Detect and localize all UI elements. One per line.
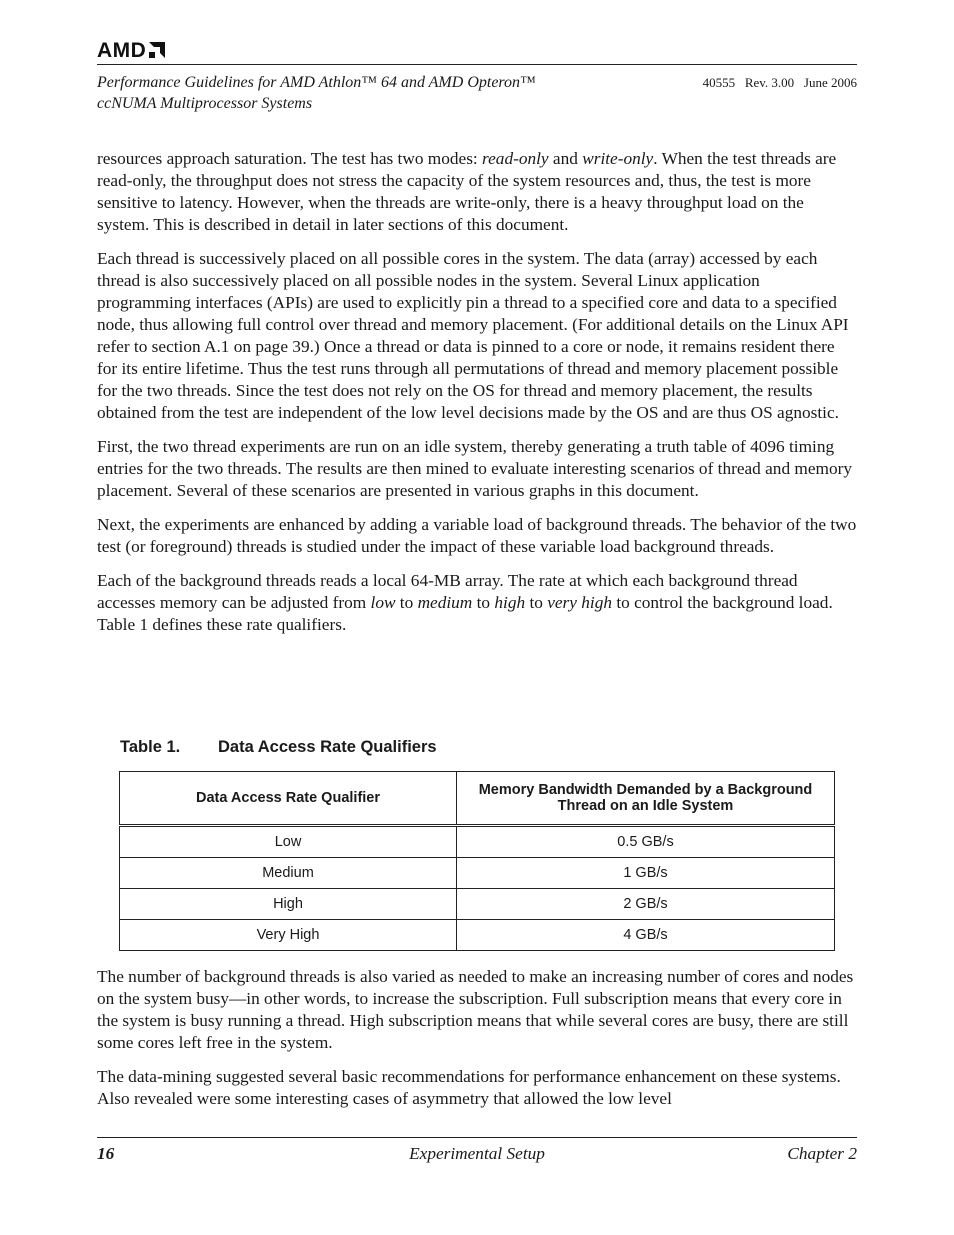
logo-text: AMD — [97, 39, 147, 62]
table-caption — [120, 738, 437, 757]
document-meta: 40555 Rev. 3.00 June 2006 — [702, 75, 857, 90]
table-header-row — [120, 772, 835, 826]
table-number: Table 1. — [120, 738, 181, 756]
footer-rule — [97, 1137, 857, 1138]
table-title: Data Access Rate Qualifiers — [218, 738, 437, 756]
amd-arrow-icon — [147, 42, 165, 60]
paragraph-7: The data-mining suggested several basic recommendations for performance enhancement on these systems. Also revealed were some interesting cases of asymmetry that allowed the low level — [97, 1067, 841, 1108]
cell-qualifier: High — [120, 889, 457, 920]
paragraph-3: First, the two thread experiments are run on an idle system, thereby generating a truth table of 4096 timing entries for the two threads. The results are then mined to evaluate interesting scenarios of thread and memory placement. Several of these scenarios are presented in various graphs in this document. — [97, 437, 852, 500]
footer-chapter: Chapter 2 — [787, 1144, 857, 1163]
paragraph-2: Each thread is successively placed on all possible cores in the system. The data (array) accessed by each thread is also successively placed on all possible nodes in the system. Several Linux application programming interfaces (APIs) are used to explicitly pin a thread to a specified core and data to a specified node, thus allowing full control over thread and memory placement. (For additional details on the Linux API refer to section A.1 on page 39.) Once a thread or data is pinned to a core or node, it remains resident there for its entire lifetime. Thus the test runs through all permutations of thread and memory placement possible for the two threads. Since the test does not rely on the OS for thread and memory placement, the results obtained from the test are independent of the low level decisions made by the OS and are thus OS agnostic. — [97, 249, 849, 422]
table-row — [120, 826, 835, 858]
header-qualifier: Data Access Rate Qualifier — [120, 772, 457, 826]
title-line-1: Performance Guidelines for AMD Athlon™ 64 and AMD Opteron™ — [97, 74, 536, 91]
header-bandwidth: Memory Bandwidth Demanded by a Background Thread on an Idle System — [457, 772, 835, 826]
cell-bandwidth: 2 GB/s — [457, 889, 835, 920]
page-number: 16 — [97, 1144, 115, 1163]
cell-bandwidth: 4 GB/s — [457, 920, 835, 951]
footer-section: Experimental Setup — [409, 1144, 545, 1163]
paragraph-4: Next, the experiments are enhanced by adding a variable load of background threads. The behavior of the two test (or foreground) threads is studied under the impact of these variable load background threads. — [97, 515, 857, 556]
amd-logo — [97, 40, 165, 62]
cell-qualifier: Medium — [120, 858, 457, 889]
cell-qualifier: Very High — [120, 920, 457, 951]
body-text-continued — [97, 966, 857, 1122]
table-row — [120, 920, 835, 951]
cell-bandwidth: 0.5 GB/s — [457, 826, 835, 858]
header-rule — [97, 64, 857, 65]
body-text — [97, 148, 857, 636]
rate-qualifier-table — [119, 771, 835, 951]
cell-qualifier: Low — [120, 826, 457, 858]
title-line-2: ccNUMA Multiprocessor Systems — [97, 95, 313, 112]
table-row — [120, 858, 835, 889]
table-row — [120, 889, 835, 920]
paragraph-6: The number of background threads is also varied as needed to make an increasing number of cores and nodes on the system busy—in other words, to increase the subscription. Full subscription means that every core in the system is busy running a thread. High subscription means that while several cores are busy, there are still some cores left free in the system. — [97, 967, 854, 1052]
paragraph-1: resources approach saturation. The test has two modes: read-only and write-only. When the test threads are read-only, the throughput does not stress the capacity of the system resources and, thus, the test is more sensitive to latency. However, when the threads are write-only, there is a heavy throughput load on the system. This is described in detail in later sections of this document. — [97, 149, 837, 234]
paragraph-5: Each of the background threads reads a local 64-MB array. The rate at which each background thread accesses memory can be adjusted from low to medium to high to very high to control the background load. Table 1 defines these rate qualifiers. — [97, 571, 833, 634]
cell-bandwidth: 1 GB/s — [457, 858, 835, 889]
document-title — [97, 72, 536, 114]
